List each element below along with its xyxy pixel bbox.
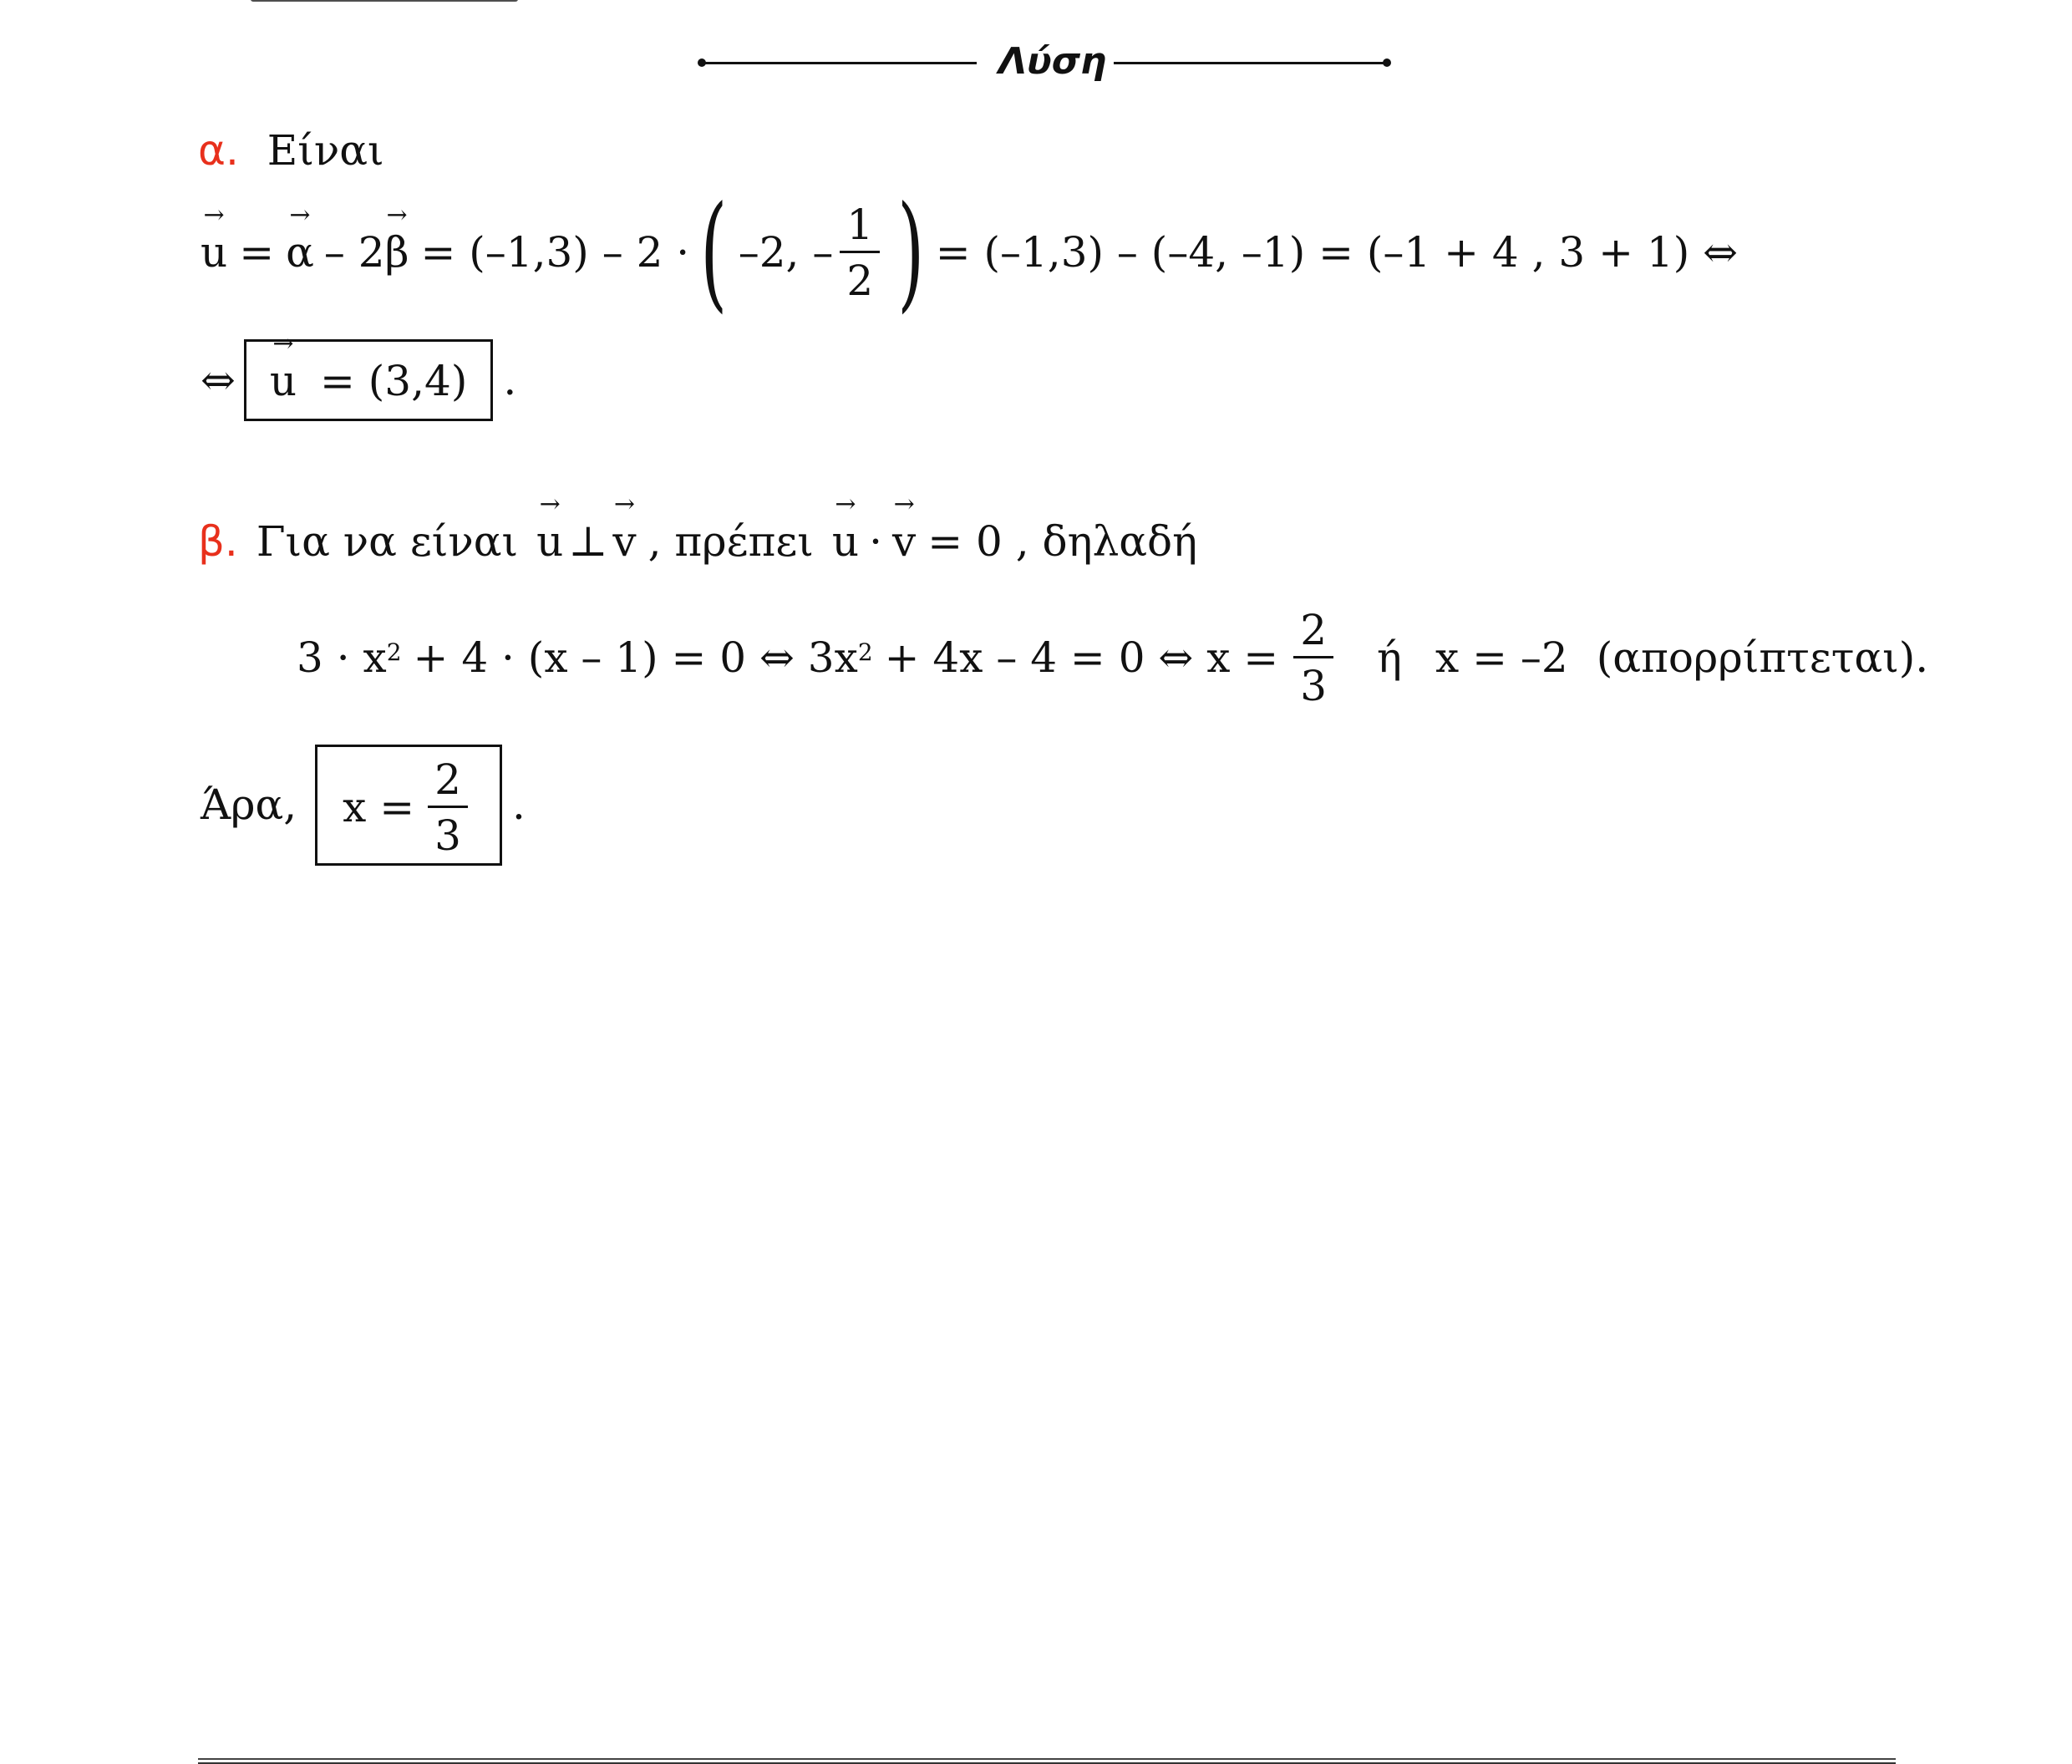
fraction-one-half — [840, 200, 880, 305]
left-paren: ( — [700, 180, 728, 325]
eq-main-1: 3 · x — [297, 633, 387, 682]
part-b-equation — [297, 603, 1928, 712]
vector-u: → u — [201, 231, 227, 273]
heading-right-rule — [1114, 62, 1389, 64]
exponent-2b: 2 — [857, 638, 873, 666]
fraction-numerator-c: 2 — [428, 759, 468, 808]
fraction-denominator: 2 — [846, 256, 874, 305]
heading-title: Λύση — [998, 40, 1107, 83]
equivalence-sign: ⇔ — [201, 356, 236, 404]
eq1-middle: = (–1,3) – 2 · — [420, 228, 690, 277]
fraction-denominator-b: 3 — [1300, 661, 1328, 710]
alt-solution: x = –2 — [1435, 633, 1568, 682]
vector-u-result: → u — [270, 360, 297, 402]
boxed-result-u — [244, 339, 493, 421]
minus-two: – 2 — [323, 228, 385, 277]
perpendicular-sign: ⊥ — [568, 517, 608, 566]
fraction-numerator-b: 2 — [1293, 609, 1333, 658]
boxed-result-x — [315, 745, 502, 866]
solution-heading — [698, 40, 1391, 82]
part-b-text-2: , πρέπει — [648, 517, 814, 566]
vector-u-b: → u — [536, 521, 563, 562]
eq1-rest: = (–1,3) – (–4, –1) = (–1 + 4 , 3 + 1) ⇔ — [935, 228, 1739, 277]
part-a-equation-1 — [201, 180, 1739, 325]
heading-left-rule — [701, 62, 977, 64]
rejected-note: (απορρίπτεται). — [1596, 633, 1929, 682]
part-b-text-3: = 0 , δηλαδή — [927, 517, 1198, 566]
fraction-result — [428, 755, 468, 860]
part-b-label: β. — [198, 517, 238, 566]
part-a-intro-text: Είναι — [267, 126, 384, 175]
u-result-value: = (3,4) — [320, 357, 468, 405]
part-b-text-1: Για να είναι — [256, 517, 519, 566]
conclusion-period: . — [511, 780, 526, 829]
eq-main-2: + 4 · (x – 1) = 0 ⇔ 3x — [413, 633, 858, 682]
exponent-2a: 2 — [386, 638, 402, 666]
part-a-intro — [198, 126, 384, 175]
equals-sign: = — [239, 228, 275, 277]
vector-v-dot: → v — [892, 521, 916, 562]
fraction-denominator-c: 3 — [434, 811, 461, 860]
vector-alpha: → α — [286, 231, 314, 273]
vector-beta: → β — [385, 231, 409, 273]
dot-operator: · — [869, 517, 883, 566]
conclusion — [201, 742, 526, 867]
vector-u-dot: → u — [832, 521, 859, 562]
vector-v-b: → v — [612, 521, 636, 562]
or-word: ή — [1377, 633, 1402, 682]
period: . — [503, 356, 517, 404]
footer-rule — [198, 1758, 1896, 1760]
x-equals: x = — [343, 783, 415, 831]
fraction-two-thirds — [1293, 605, 1333, 710]
heading-right-dot — [1383, 58, 1391, 67]
part-a-equation-2 — [201, 338, 516, 422]
eq1-paren-inner: –2, – — [738, 228, 834, 277]
fraction-numerator: 1 — [840, 204, 880, 253]
conclusion-prefix: Άρα, — [201, 780, 297, 829]
part-b-statement — [198, 516, 1197, 567]
eq-main-3: + 4x – 4 = 0 ⇔ x = — [884, 633, 1279, 682]
cropped-previous-line — [251, 0, 518, 5]
right-paren: ) — [897, 180, 925, 325]
part-a-label: α. — [198, 126, 239, 175]
